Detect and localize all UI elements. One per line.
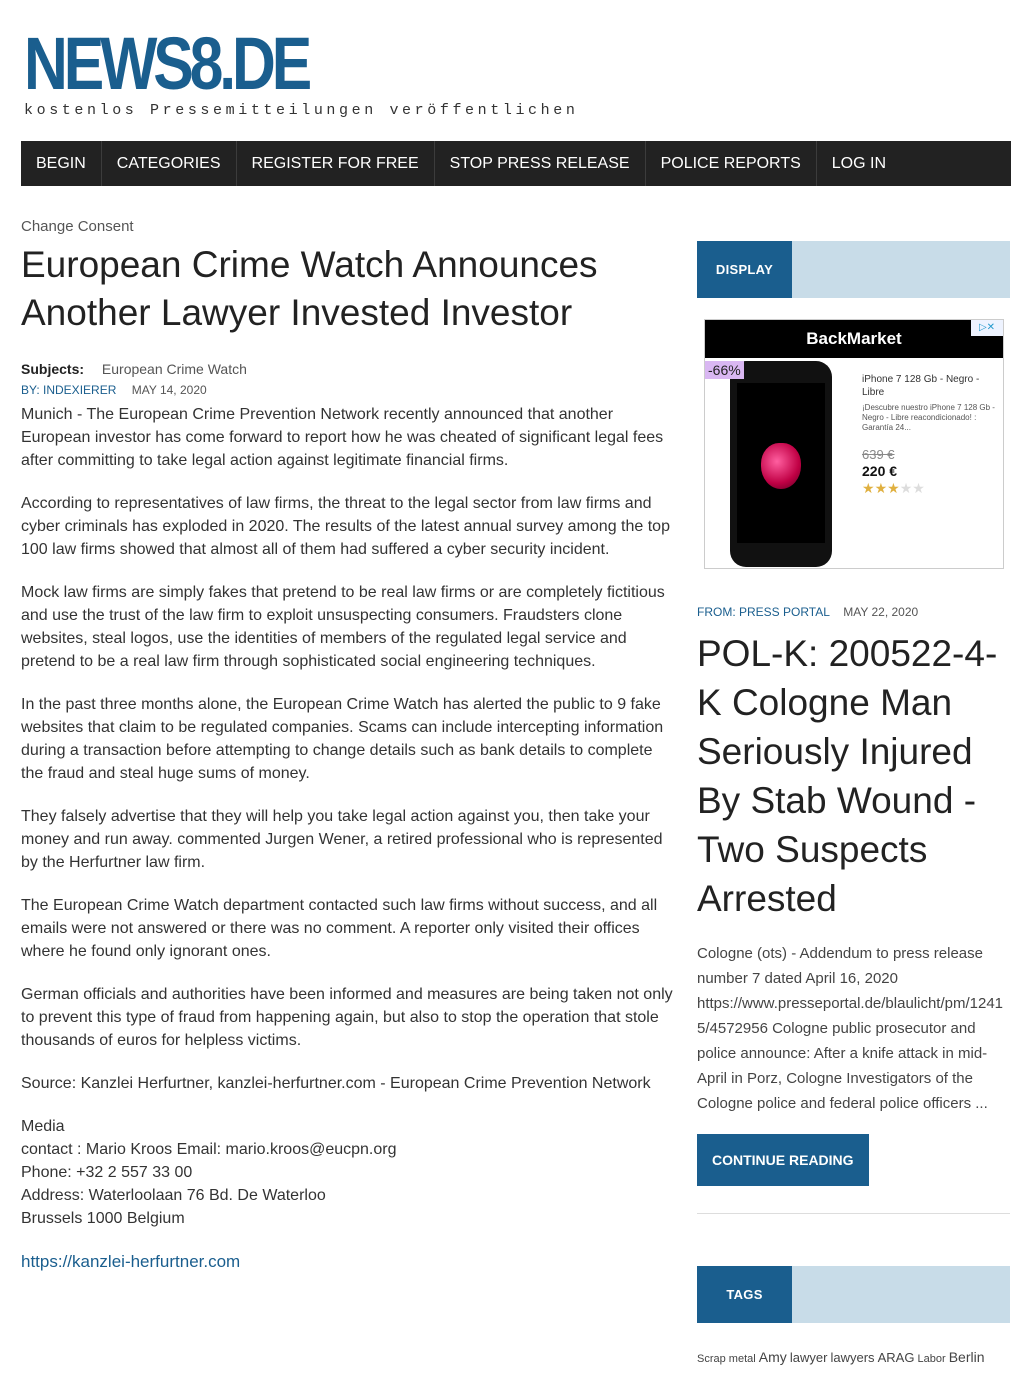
adchoices-icon[interactable]: ▷✕ (971, 320, 1003, 336)
tags-widget-header (697, 1266, 1010, 1323)
divider (697, 1213, 1010, 1214)
contact-line: contact : Mario Kroos Email: mario.kroos@eucpn.org (21, 1141, 397, 1158)
tag-link[interactable]: Berlin (948, 1349, 985, 1365)
article-title: European Crime Watch Announces Another Lawyer Invested Investor (21, 244, 598, 333)
display-widget-header (697, 241, 1010, 298)
tag-link[interactable]: lawyers (830, 1350, 875, 1365)
nav-categories[interactable]: CATEGORIES (102, 141, 237, 186)
post-date: MAY 22, 2020 (843, 605, 919, 619)
logo-wordmark: NEWS8.DE (24, 22, 309, 105)
sidebar (697, 241, 1010, 1365)
discount-badge: -66% (705, 361, 744, 379)
star-icon: ★ (899, 480, 913, 496)
contact-line: Address: Waterloolaan 76 Bd. De Waterloo (21, 1187, 326, 1204)
phone-image (730, 361, 832, 567)
article-paragraph: Source: Kanzlei Herfurtner, kanzlei-herfurtner.com - European Crime Prevention Network (21, 1075, 651, 1092)
ad-brand: BackMarket (705, 320, 1003, 358)
nav-register[interactable]: REGISTER FOR FREE (237, 141, 435, 186)
article-paragraph: Mock law firms are simply fakes that pretend to be real law firms or are completely fictitious and use the trust of the law firm to exploit unsuspecting consumers. Fraudsters clone websites, steal logos, use the identities of members of the regulated legal service and pretend to be a real law firm through sophisticated social engineering techniques. (21, 584, 665, 670)
post-title[interactable]: POL-K: 200522-4-K Cologne Man Seriously Injured By Stab Wound - Two Suspects Arrested (697, 633, 998, 919)
tag-link[interactable]: Amy (758, 1349, 787, 1365)
star-icon: ★ (912, 480, 925, 496)
nav-police-reports[interactable]: POLICE REPORTS (646, 141, 817, 186)
article-paragraph: The European Crime Watch department contacted such law firms without success, and all emails were not answered or there was no comment. A reporter only visited their offices where he found only ignorant ones. (21, 897, 658, 960)
ad-old-price: 639 € (862, 447, 895, 462)
subjects-value[interactable]: European Crime Watch (101, 361, 247, 377)
subjects-label: Subjects: (21, 361, 85, 377)
continue-reading-button[interactable]: CONTINUE READING (697, 1134, 869, 1186)
nav-stop-press-release[interactable]: STOP PRESS RELEASE (435, 141, 646, 186)
nav-log-in[interactable]: LOG IN (831, 155, 886, 172)
tags-widget-title: TAGS (697, 1266, 792, 1323)
article-paragraph: In the past three months alone, the European Crime Watch has alerted the public to 9 fake websites that claim to be regulated companies. Scams can include intercepting information during a transaction before attempting to change details such as bank details to complete the fraud and steal huge sums of money. (21, 696, 664, 782)
star-icon: ★ (887, 480, 900, 496)
article-contact (21, 1115, 676, 1230)
contact-line: Phone: +32 2 557 33 00 (21, 1164, 193, 1181)
article-author[interactable]: BY: INDEXIERER (21, 383, 117, 397)
article-date: MAY 14, 2020 (131, 383, 207, 397)
tag-link[interactable]: lawyer (789, 1350, 828, 1365)
star-icon: ★ (862, 480, 875, 496)
star-rating (862, 480, 1000, 497)
post-meta (697, 605, 1010, 619)
star-icon: ★ (874, 480, 888, 496)
article-paragraph: Munich - The European Crime Prevention Network recently announced that another European investor has come forward to report how he was cheated of significant legal fees after committing to take legal action against legitimate financial firms. (21, 406, 664, 469)
post-source[interactable]: FROM: PRESS PORTAL (697, 605, 830, 619)
article-paragraph: German officials and authorities have been informed and measures are being taken not only to prevent this type of fraud from happening again, but also to stop the operation that stole thousands of euros for helpless victims. (21, 986, 673, 1049)
contact-line: Brussels 1000 Belgium (21, 1210, 185, 1227)
post-excerpt: Cologne (ots) - Addendum to press release number 7 dated April 16, 2020 https://www.presseportal.de/blaulicht/pm/12415/4572956 Cologne public prosecutor and police announce: After a knife attack in mid-April in Porz, Cologne Investigators of the Cologne police and federal police officers ... (697, 945, 1003, 1112)
main-nav (21, 141, 1011, 186)
ad-new-price: 220 € (862, 463, 898, 479)
advertisement[interactable] (704, 319, 1004, 569)
source-link[interactable]: https://kanzlei-herfurtner.com (21, 1252, 241, 1271)
nav-begin[interactable]: BEGIN (21, 141, 102, 186)
article (21, 218, 676, 1294)
tag-link[interactable]: Labor (917, 1353, 946, 1365)
tag-link[interactable]: Scrap metal (697, 1353, 756, 1365)
wallpaper-image (761, 443, 801, 489)
logo-tagline: kostenlos Pressemitteilungen veröffentlichen (24, 102, 579, 119)
site-logo[interactable] (24, 22, 579, 119)
tag-cloud (697, 1349, 1010, 1365)
change-consent-link[interactable]: Change Consent (21, 218, 134, 235)
ad-info (862, 373, 1000, 497)
ad-product-name: iPhone 7 128 Gb - Negro - Libre (862, 374, 980, 398)
article-paragraph: They falsely advertise that they will help you take legal action against you, then take your money and run away. commented Jurgen Wener, a retired professional who is represented by the Herfurtner law firm. (21, 808, 663, 871)
article-meta (21, 383, 676, 397)
tag-link[interactable]: ARAG (877, 1350, 915, 1365)
ad-product-desc: ¡Descubre nuestro iPhone 7 128 Gb - Negro - Libre reacondicionado! : Garantía 24... (862, 403, 995, 432)
article-subjects (21, 361, 676, 377)
display-widget-title: DISPLAY (697, 241, 792, 298)
contact-line: Media (21, 1118, 65, 1135)
article-body (21, 403, 676, 1274)
article-paragraph: According to representatives of law firms, the threat to the legal sector from law firms and cyber criminals has exploded in 2020. The results of the latest annual survey among the top 100 law firms showed that almost all of them had suffered a cyber security incident. (21, 495, 670, 558)
